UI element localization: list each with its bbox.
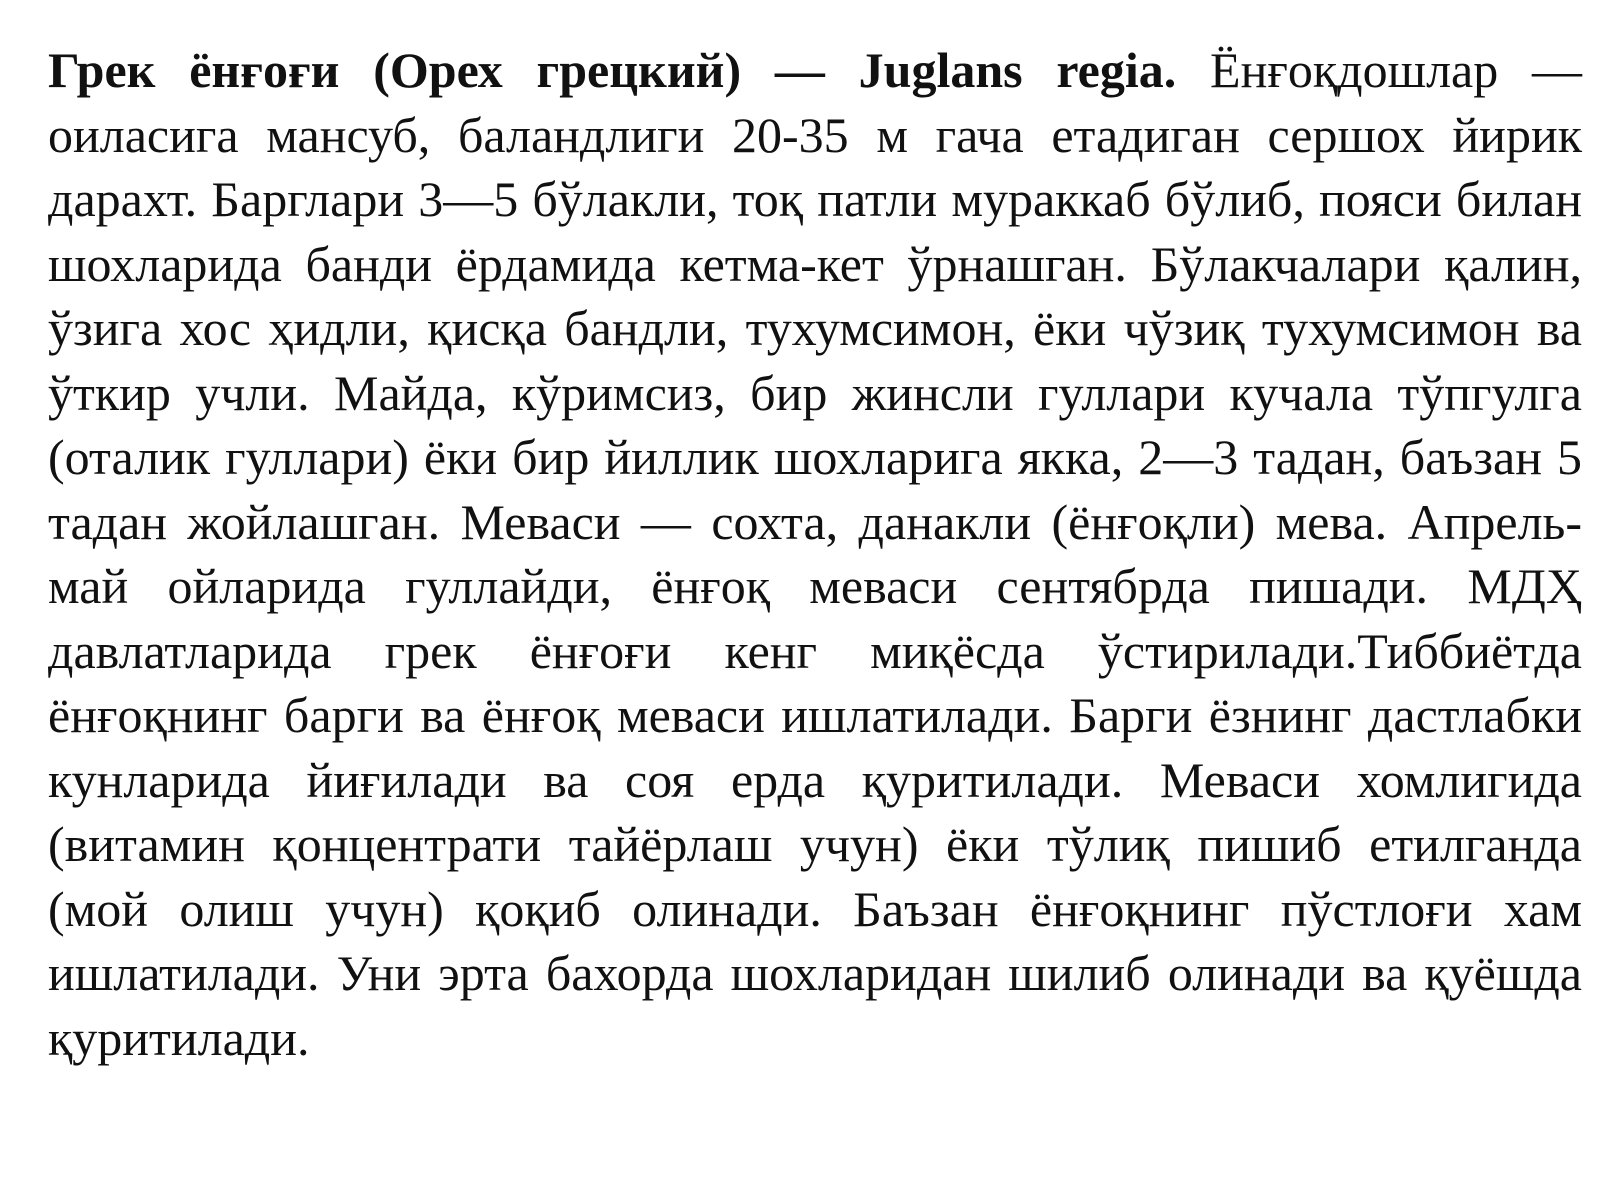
document-page xyxy=(48,38,1582,1070)
article-body: Ёнғоқдошлар — оиласига мансуб, баландлиги 20-35 м гача етадиган сершох йирик дарахт. Барглари 3—5 бўлакли, тоқ патли мураккаб бўлиб, пояси билан шохларида банди ёрдамида кетма-кет ўрнашган. Бўлакчалари қалин, ўзига хос ҳидли, қисқа бандли, тухумсимон, ёки чўзиқ тухумсимон ва ўткир учли. Майда, кўримсиз, бир жинсли гуллари кучала тўпгулга (оталик гуллари) ёки бир йиллик шохларига якка, 2—3 тадан, баъзан 5 тадан жойлашган. Меваси — сохта, данакли (ёнғоқли) мева. Апрель-май ойларида гуллайди, ёнғоқ меваси сентябрда пишади. МДҲ давлатларида грек ёнғоғи кенг миқёсда ўстирилади.Тиббиётда ёнғоқнинг барги ва ёнғоқ меваси ишлатилади. Барги ёзнинг дастлабки кунларида йиғилади ва соя ерда қуритилади. Меваси хомлигида (витамин қонцентрати тайёрлаш учун) ёки тўлиқ пишиб етилганда (мой олиш учун) қоқиб олинади. Баъзан ёнғоқнинг пўстлоғи хам ишлатилади. Уни эрта бахорда шохларидан шилиб олинади ва қуёшда қуритилади. xyxy=(48,42,1582,1066)
article-paragraph xyxy=(48,38,1582,1070)
article-heading: Грек ёнғоғи (Орех грецкий) — Juglans regia. xyxy=(48,42,1177,98)
